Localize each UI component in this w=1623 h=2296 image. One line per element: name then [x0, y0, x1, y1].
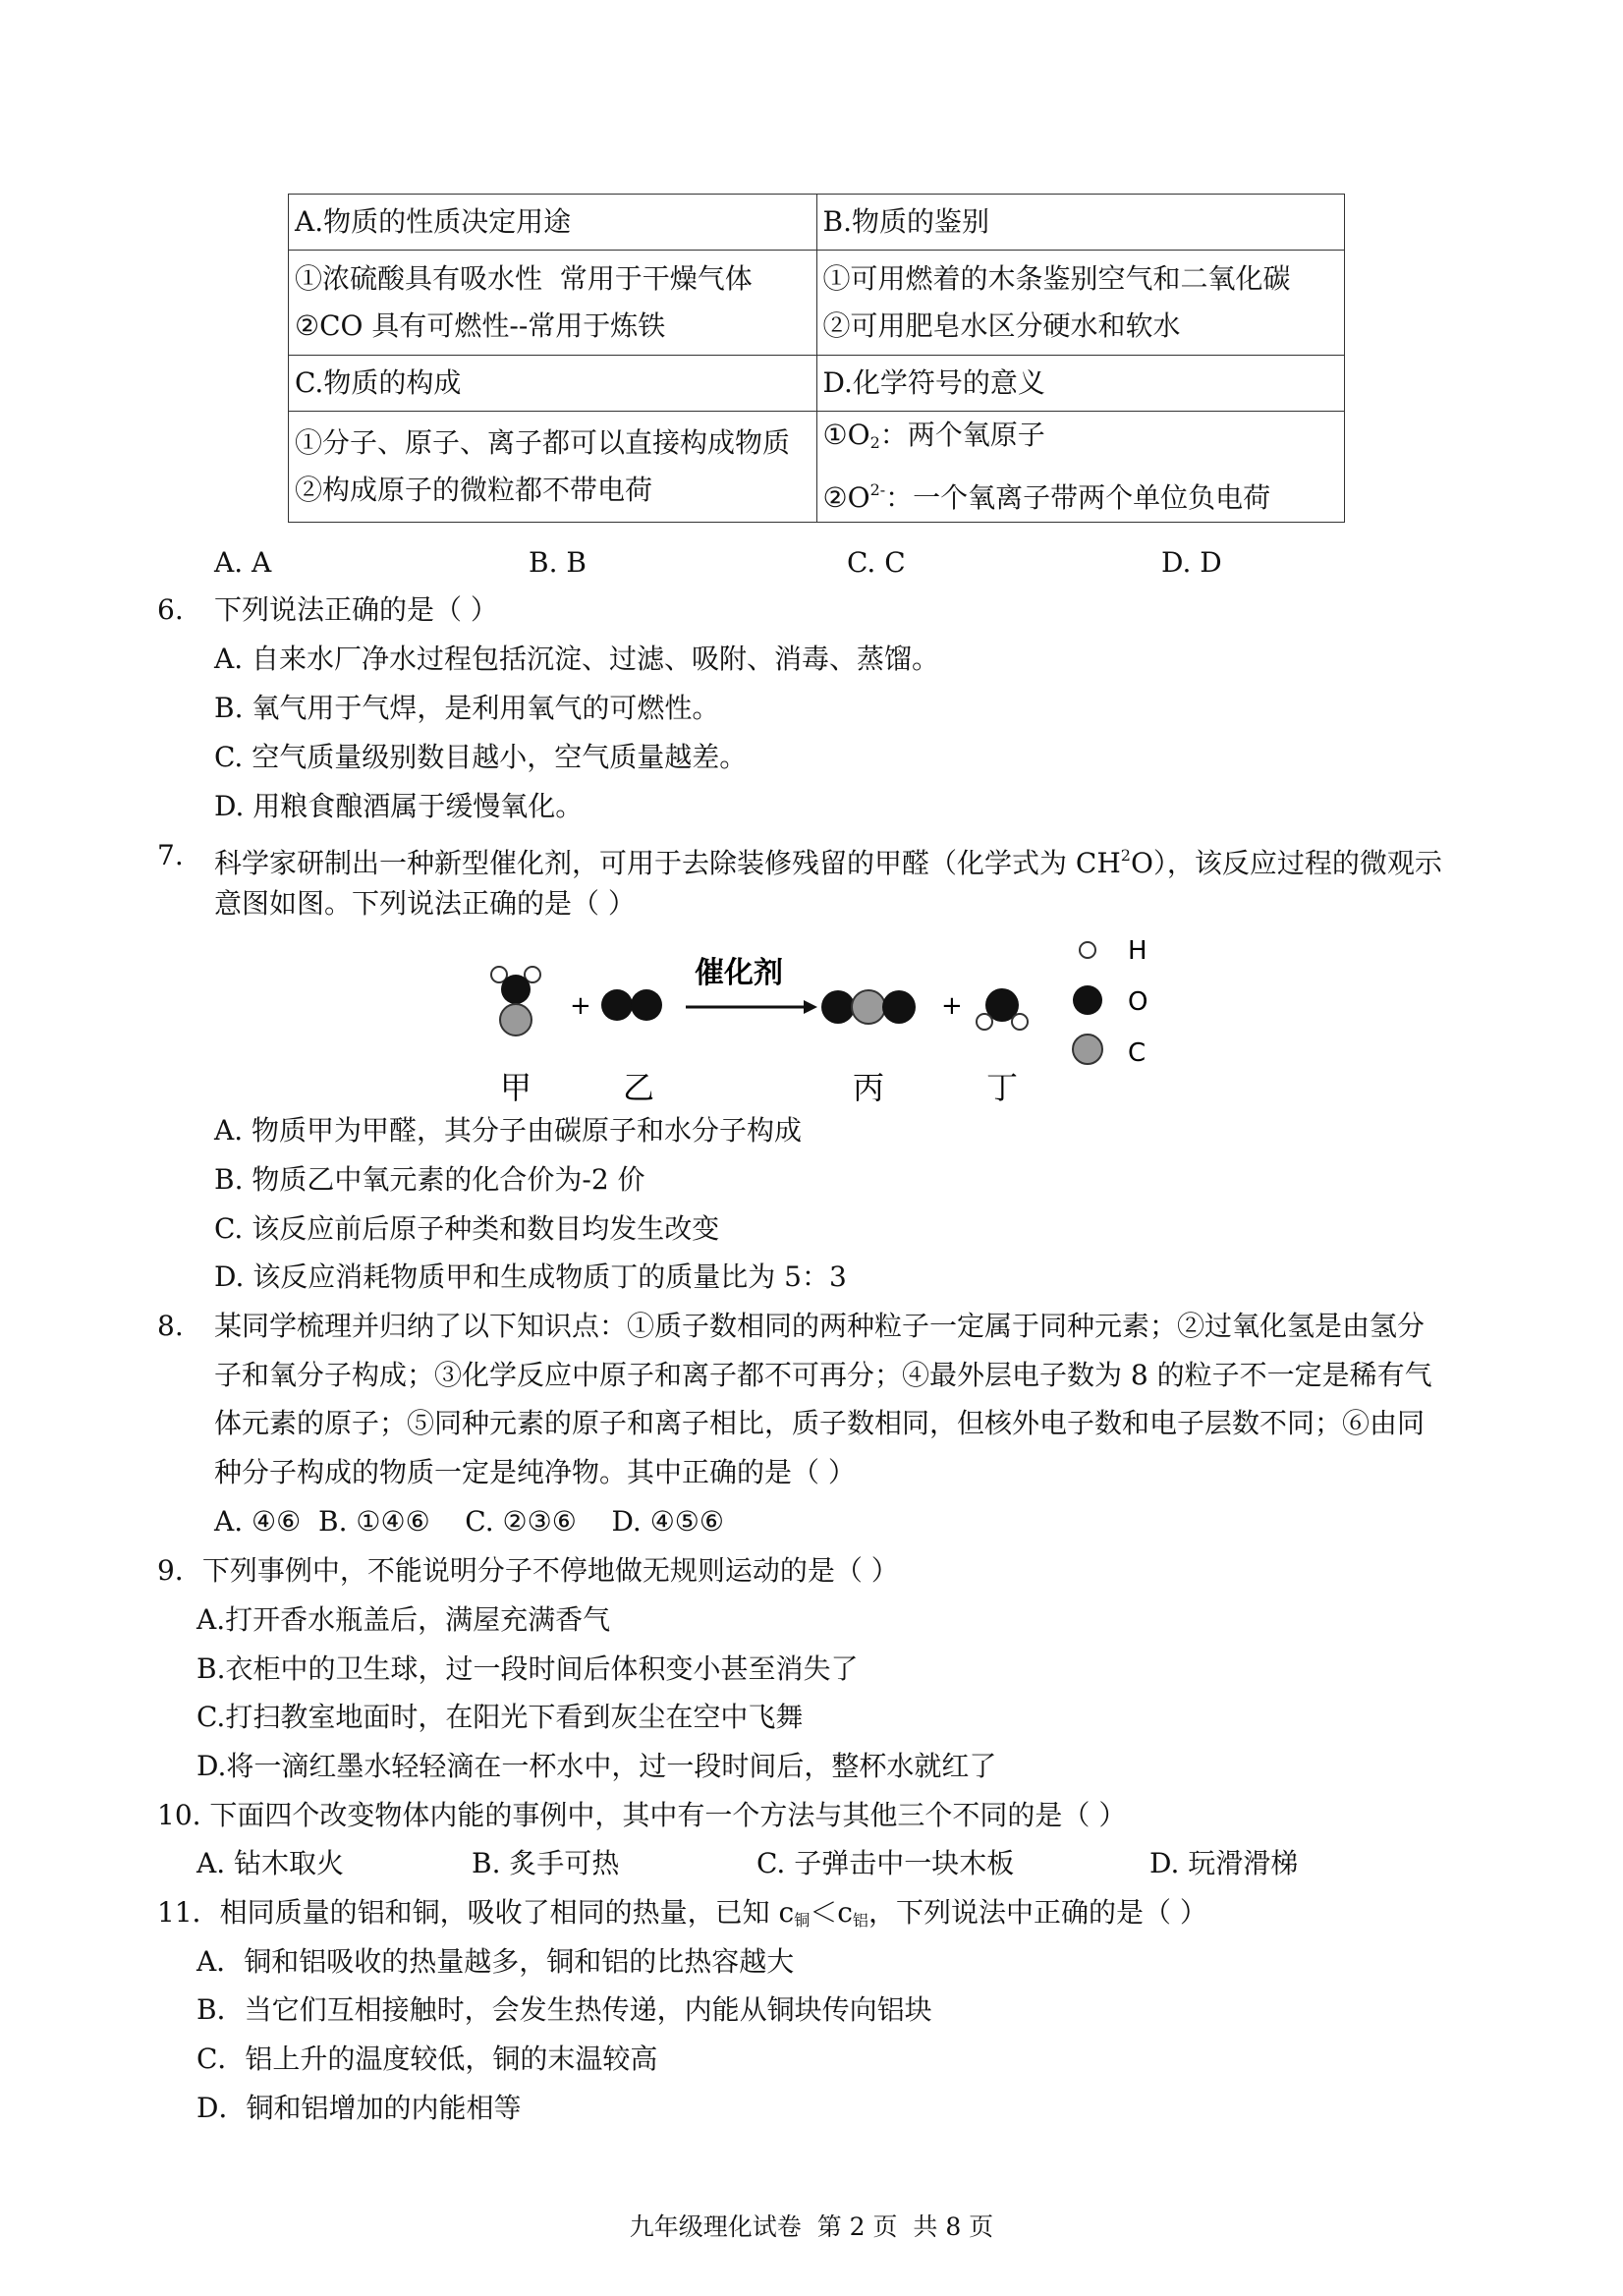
- legend-o-label: O: [1128, 987, 1148, 1017]
- knowledge-table: [288, 194, 1345, 523]
- table-c-item-1: ①分子、原子、离子都可以直接构成物质: [295, 426, 791, 459]
- q8-number: 8.: [157, 1310, 184, 1342]
- q5-option-b: B. B: [529, 546, 587, 579]
- q7-stem-pre: 科学家研制出一种新型催化剂，可用于去除装修残留的甲醛（化学式为 CH: [214, 847, 1121, 879]
- d1-pre: ①O: [822, 419, 870, 451]
- label-jia: 甲: [499, 1069, 532, 1106]
- table-cell-d-body: [816, 412, 1345, 523]
- atom-o: [501, 975, 531, 1004]
- q11-sub-aluminum: 铝: [852, 1911, 868, 1930]
- q10-option-a: A. 钻木取火: [196, 1847, 345, 1879]
- q11-sub-copper: 铜: [794, 1911, 811, 1930]
- table-d-item-2: [823, 467, 1345, 522]
- q7-stem-sup: 2: [1120, 846, 1131, 865]
- q8-options: A. ④⑥ B. ①④⑥ C. ②③⑥ D. ④⑤⑥: [214, 1505, 724, 1538]
- plus-sign: +: [941, 991, 963, 1021]
- table-cell-d-head: D.化学符号的意义: [816, 356, 1345, 412]
- q9-stem: 9．下列事例中，不能说明分子不停地做无规则运动的是（ ）: [157, 1554, 899, 1587]
- q5-option-c: C. C: [847, 546, 906, 579]
- atom-o: [882, 990, 916, 1024]
- q11-stem-mid: ＜c: [810, 1896, 853, 1929]
- q11-option-d: D．铜和铝增加的内能相等: [196, 2092, 522, 2124]
- table-d-item-1: [823, 412, 1345, 467]
- table-cell-b-head: B.物质的鉴别: [816, 195, 1345, 251]
- table-cell-a-body: [289, 251, 817, 356]
- q6-number: 6.: [157, 593, 184, 626]
- q7-option-d: D. 该反应消耗物质甲和生成物质丁的质量比为 5：3: [214, 1260, 847, 1293]
- d2-post: ：一个氧离子带两个单位负电荷: [885, 481, 1271, 514]
- q7-stem-post: O），该反应过程的微观示: [1130, 847, 1442, 879]
- q7-stem-line-2: 意图如图。下列说法正确的是（ ）: [214, 887, 636, 920]
- d1-subscript: 2: [869, 433, 880, 452]
- q10-option-c: C. 子弹击中一块木板: [756, 1847, 1015, 1879]
- q10-option-d: D. 玩滑滑梯: [1149, 1847, 1299, 1879]
- table-cell-c-body: [289, 412, 817, 523]
- reaction-diagram: [462, 924, 1189, 1120]
- q11-option-a: A．铜和铝吸收的热量越多，铜和铝的比热容越大: [196, 1945, 795, 1978]
- table-b-item-2: ②可用肥皂水区分硬水和软水: [822, 309, 1181, 342]
- d2-pre: ②O: [822, 481, 870, 514]
- atom-o: [631, 989, 662, 1021]
- table-cell-b-body: [816, 251, 1345, 356]
- q6-option-a: A. 自来水厂净水过程包括沉淀、过滤、吸附、消毒、蒸馏。: [214, 643, 940, 675]
- q9-option-b: B.衣柜中的卫生球，过一段时间后体积变小甚至消失了: [196, 1652, 859, 1685]
- molecule-yi: [601, 989, 662, 1021]
- page-footer: 九年级理化试卷 第 2 页 共 8 页: [629, 2212, 994, 2241]
- table-cell-a-head: A.物质的性质决定用途: [289, 195, 817, 251]
- molecule-jia: [491, 967, 540, 1036]
- q11-option-b: B．当它们互相接触时，会发生热传递，内能从铜块传向铝块: [196, 1993, 932, 2026]
- q9-option-c: C.打扫教室地面时，在阳光下看到灰尘在空中飞舞: [196, 1701, 804, 1733]
- table-a-item-1: ①浓硫酸具有吸水性 常用于干燥气体: [295, 262, 753, 295]
- atom-c: [500, 1004, 532, 1036]
- atom-legend: [1073, 936, 1147, 1068]
- q5-option-a: A. A: [214, 546, 272, 579]
- table-cell-c-head: C.物质的构成: [289, 356, 817, 412]
- q6-option-b: B. 氧气用于气焊，是利用氧气的可燃性。: [214, 692, 720, 724]
- q11-stem-pre: 11．相同质量的铝和铜，吸收了相同的热量，已知 c: [157, 1896, 795, 1929]
- q7-stem-line-1: [214, 839, 1442, 880]
- q9-option-a: A.打开香水瓶盖后，满屋充满香气: [196, 1603, 611, 1636]
- catalyst-label: 催化剂: [695, 956, 783, 990]
- label-yi: 乙: [622, 1069, 655, 1106]
- q6-option-c: C. 空气质量级别数目越小，空气质量越差。: [214, 741, 748, 773]
- q11-stem-post: ，下列说法中正确的是（ ）: [867, 1896, 1207, 1929]
- legend-h-icon: [1080, 942, 1095, 958]
- table-c-item-2: ②构成原子的微粒都不带电荷: [295, 474, 653, 506]
- q7-option-c: C. 该反应前后原子种类和数目均发生改变: [214, 1212, 720, 1245]
- q8-line-4: 种分子构成的物质一定是纯净物。其中正确的是（ ）: [214, 1456, 856, 1488]
- q9-option-d: D.将一滴红墨水轻轻滴在一杯水中，过一段时间后，整杯水就红了: [196, 1750, 997, 1782]
- molecule-bing: [821, 990, 916, 1024]
- q7-option-a: A. 物质甲为甲醛，其分子由碳原子和水分子构成: [214, 1114, 803, 1147]
- d1-post: ：两个氧原子: [879, 419, 1045, 451]
- q10-option-b: B. 炙手可热: [472, 1847, 620, 1879]
- molecule-ding: [977, 988, 1028, 1030]
- atom-o: [601, 989, 633, 1021]
- table-a-item-2: ②CO 具有可燃性--常用于炼铁: [295, 309, 666, 342]
- q6-option-d: D. 用粮食酿酒属于缓慢氧化。: [214, 790, 584, 822]
- atom-c: [852, 990, 885, 1024]
- legend-o-icon: [1073, 985, 1102, 1015]
- q11-stem: [157, 1896, 1207, 1937]
- plus-sign: +: [570, 991, 591, 1021]
- legend-c-label: C: [1128, 1038, 1147, 1068]
- label-bing: 丙: [852, 1069, 885, 1106]
- table-b-item-1: ①可用燃着的木条鉴别空气和二氧化碳: [822, 262, 1291, 295]
- q10-stem: 10. 下面四个改变物体内能的事例中，其中有一个方法与其他三个不同的是（ ）: [157, 1799, 1127, 1831]
- q8-line-2: 子和氧分子构成；③化学反应中原子和离子都不可再分；④最外层电子数为 8 的粒子不一定是稀有气: [214, 1359, 1432, 1391]
- q7-option-b: B. 物质乙中氧元素的化合价为-2 价: [214, 1163, 645, 1196]
- q6-stem: 下列说法正确的是（ ）: [214, 593, 498, 626]
- legend-c-icon: [1073, 1035, 1102, 1064]
- label-ding: 丁: [985, 1069, 1019, 1106]
- atom-h: [1012, 1014, 1028, 1030]
- d2-superscript: 2-: [869, 480, 886, 499]
- legend-h-label: H: [1128, 936, 1147, 966]
- q8-line-3: 体元素的原子；⑤同种元素的原子和离子相比，质子数相同，但核外电子数和电子层数不同；⑥由同: [214, 1407, 1426, 1439]
- atom-h: [977, 1014, 992, 1030]
- q11-option-c: C．铝上升的温度较低，铜的末温较高: [196, 2043, 658, 2075]
- q7-number: 7.: [157, 839, 184, 871]
- q8-line-1: 某同学梳理并归纳了以下知识点：①质子数相同的两种粒子一定属于同种元素；②过氧化氢是由氢分: [214, 1310, 1426, 1342]
- q5-option-d: D. D: [1161, 546, 1222, 579]
- atom-o: [821, 990, 855, 1024]
- arrow-head-icon: [804, 1000, 817, 1014]
